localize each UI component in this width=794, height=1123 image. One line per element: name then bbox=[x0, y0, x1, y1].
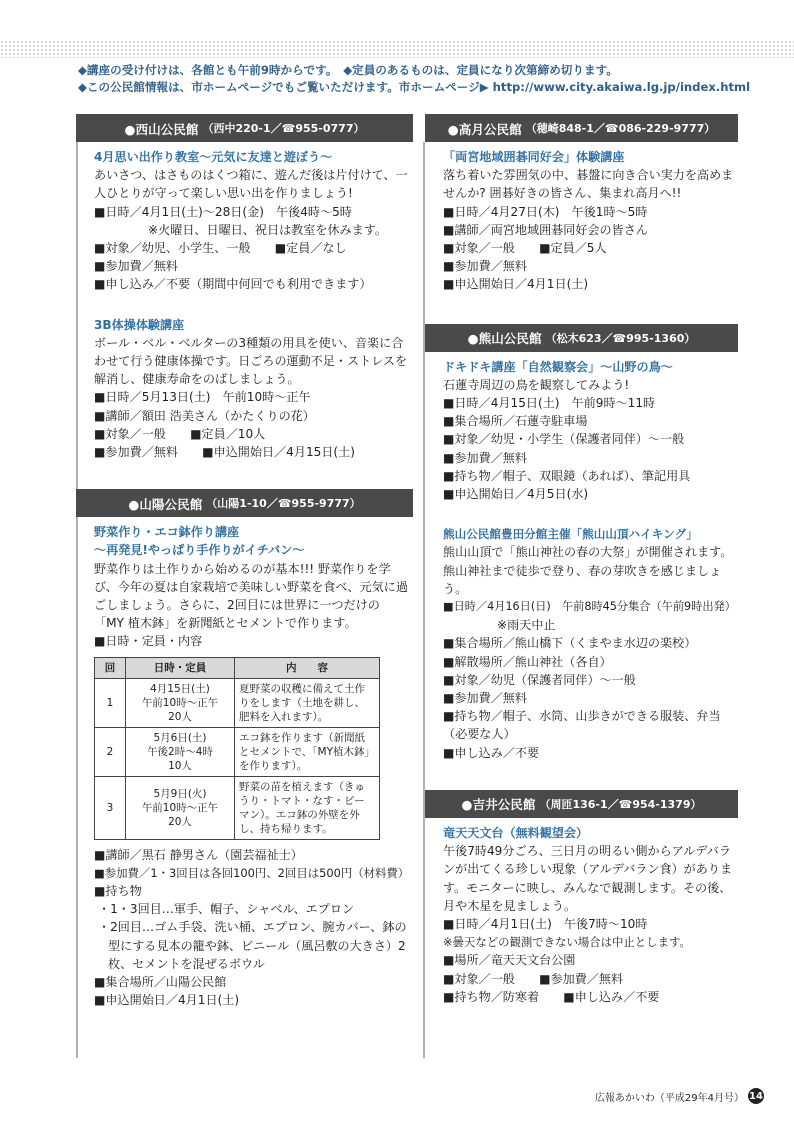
table-row bbox=[95, 727, 380, 776]
section-header-yoshii bbox=[425, 790, 738, 818]
event-title: 4月思い出作り教室～元気に友達と遊ぼう～ bbox=[94, 150, 333, 164]
section-header-nishiyama bbox=[76, 114, 413, 142]
event-note: ※火曜日、日曜日、祝日は教室を休みます。 bbox=[148, 222, 387, 237]
table-cell: エコ鉢を作ります（新聞紙とセメントで、「MY植木鉢」を作ります）。 bbox=[235, 727, 380, 776]
table-cell: 3 bbox=[95, 776, 126, 839]
page-footer bbox=[595, 1088, 764, 1104]
section-header-takatsuki bbox=[425, 114, 738, 142]
section-header-title: ●高月公民館 bbox=[447, 121, 522, 137]
right-column bbox=[425, 114, 738, 1006]
section-kumayama bbox=[425, 358, 738, 762]
event-detail: ■対象／一般 ■定員／5人 bbox=[443, 241, 607, 256]
event-description: 野菜作りは土作りから始めるのが基本!!! 野菜作りを学び、今年の夏は自家栽培で美味しい野菜を食べ、元気に過ごしましょう。さらに、2回目には世界に一つだけの「MY 植木鉢」を新聞紙とセメントで作ります。 bbox=[94, 561, 408, 631]
section-header-contact: （松木623／☎995-1360） bbox=[545, 331, 696, 345]
event-detail: ■日時／5月13日(土) 午前10時～正午 bbox=[94, 390, 311, 405]
event-note: ※曇天などの観測できない場合は中止とします。 bbox=[443, 935, 691, 950]
event-note: ※雨天中止 bbox=[497, 618, 556, 633]
table-row bbox=[95, 776, 380, 839]
section-header-sanyo bbox=[76, 489, 413, 517]
section-header-title: ●吉井公民館 bbox=[461, 797, 536, 813]
event-detail: ■集合場所／石蓮寺駐車場 bbox=[443, 414, 588, 429]
event-description: あいさつ、はさものはくつ箱に、遊んだ後は片付けて、一人ひとりが守って楽しい思い出を作りましょう! bbox=[94, 168, 408, 201]
notice-line: ◆この公民館情報は、市ホームページでもご覧いただけます。市ホームページ▶ http://www.city.akaiwa.lg.jp/index.html bbox=[78, 80, 751, 94]
footer-publication: 広報あかいわ（平成29年4月号） bbox=[594, 1092, 744, 1104]
event-detail: ■日時／4月15日(土) 午前9時～11時 bbox=[443, 396, 656, 411]
event-detail: ■申し込み／不要 bbox=[443, 745, 540, 760]
schedule-table bbox=[94, 657, 380, 840]
event-detail: ■申込開始日／4月1日(土) bbox=[94, 993, 240, 1008]
event-detail: ■参加費／無料 bbox=[443, 259, 527, 274]
event-title: 竜天天文台（無料観望会） bbox=[443, 825, 589, 840]
event-detail: ■参加費／1・3回目は各回100円、2回目は500円（材料費） bbox=[94, 865, 410, 880]
event-detail: ■対象／幼児・小学生（保護者同伴）～一般 bbox=[443, 432, 685, 447]
event-detail: ■日時／4月16日(日) 午前8時45分集合（午前9時出発） bbox=[443, 600, 736, 614]
event-subtitle: ～再発見!やっぱり手作りがイチバン～ bbox=[94, 543, 305, 558]
event-description: 落ち着いた雰囲気の中、碁盤に向き合い実力を高めませんか? 囲碁好きの皆さん、集まれ高月へ!! bbox=[443, 168, 734, 201]
event-detail: ■講師／両宮地域囲碁同好会の皆さん bbox=[443, 222, 648, 237]
table-cell: 5月9日(火) 午前10時～正午 20人 bbox=[126, 776, 235, 839]
event-detail: ■参加費／無料 bbox=[94, 259, 178, 274]
section-header-title: ●山陽公民館 bbox=[128, 496, 203, 512]
event-detail: ■日時／4月27日(木) 午後1時～5時 bbox=[443, 204, 648, 219]
event-description: 午後7時49分ごろ、三日月の明るい側からアルデバランが出てくる珍しい現象（アルデバラン食）があります。モニターに映し、みんなで観測します。その後、月や木星を見ましょう。 bbox=[443, 844, 733, 913]
event-title: 野菜作り・エコ鉢作り講座 bbox=[94, 525, 240, 540]
event-detail: ■日時／4月1日(土) 午後7時～10時 bbox=[443, 916, 648, 931]
event-detail: ■講師／黒石 静男さん（園芸福祉士） bbox=[94, 847, 303, 862]
notice-line: ◆講座の受け付けは、各館とも午前9時からです。 ◆定員のあるものは、定員になり次第締め切ります。 bbox=[78, 63, 618, 77]
section-header-contact: （周匝136-1／☎954-1379） bbox=[539, 797, 702, 811]
section-header-kumayama bbox=[425, 324, 738, 352]
event-title: 熊山公民館豊田分館主催「熊山山頂ハイキング」 bbox=[443, 527, 698, 542]
table-header: 日時・定員 bbox=[126, 657, 235, 678]
event-title: 3B体操体験講座 bbox=[94, 317, 185, 332]
event-detail: ■申込開始日／4月5日(水) bbox=[443, 487, 589, 502]
header-dot-band bbox=[0, 40, 794, 58]
table-row bbox=[95, 678, 380, 727]
event-detail: ■対象／一般 ■定員／10人 bbox=[94, 426, 266, 441]
event-detail: ■対象／一般 ■参加費／無料 bbox=[443, 971, 624, 986]
event-detail: ■持ち物 bbox=[94, 884, 142, 899]
event-description: 熊山山頂で「熊山神社の春の大祭」が開催されます。熊山神社まで徒歩で登り、春の芽吹きを感じましょう。 bbox=[443, 545, 733, 596]
event-detail: ■講師／額田 浩美さん（かたくりの花） bbox=[94, 408, 315, 423]
table-cell: 夏野菜の収穫に備えて土作りをします（土地を耕し、肥料を入れます）。 bbox=[235, 678, 380, 727]
page-number: 14 bbox=[748, 1088, 764, 1104]
event-detail: ■持ち物／帽子、水筒、山歩きができる服装、弁当（必要な人） bbox=[443, 709, 721, 742]
event-description: ボール・ベル・ベルターの3種類の用具を使い、音楽に合わせて行う健康体操です。日ごろの運動不足・ストレスを解消し、健康寿命をのばしましょう。 bbox=[94, 335, 408, 387]
section-header-contact: （西中220-1／☎955-0777） bbox=[202, 122, 365, 135]
table-cell: 5月6日(土) 午後2時～4時 10人 bbox=[126, 727, 235, 776]
section-yoshii bbox=[425, 824, 738, 1006]
event-detail: ■参加費／無料 bbox=[443, 691, 527, 706]
event-detail: ■持ち物／防寒着 ■申し込み／不要 bbox=[443, 989, 660, 1004]
table-cell: 2 bbox=[95, 727, 126, 776]
event-detail: ■対象／幼児（保護者同伴）～一般 bbox=[443, 672, 636, 687]
section-header-contact: （穂崎848-1／☎086-229-9777） bbox=[525, 122, 716, 135]
section-nishiyama bbox=[76, 148, 413, 461]
event-title: 「両宮地域囲碁同好会」体験講座 bbox=[443, 150, 625, 164]
event-detail: ■日時／4月1日(土)～28日(金) 午後4時～5時 bbox=[94, 204, 352, 219]
section-takatsuki bbox=[425, 148, 738, 294]
event-detail: ■解散場所／熊山神社（各自） bbox=[443, 654, 612, 669]
event-description: 石蓮寺周辺の鳥を観察してみよう! bbox=[443, 377, 630, 392]
list-item: ・1・3回目…軍手、帽子、シャベル、エプロン bbox=[98, 902, 355, 917]
notice-block bbox=[78, 62, 758, 96]
section-header-title: ●熊山公民館 bbox=[467, 331, 542, 347]
event-detail: ■集合場所／山陽公民館 bbox=[94, 975, 227, 990]
event-detail: ■持ち物／帽子、双眼鏡（あれば）、筆記用具 bbox=[443, 468, 691, 483]
event-detail: ■参加費／無料 ■申込開始日／4月15日(土) bbox=[94, 445, 355, 460]
table-header: 回 bbox=[95, 657, 126, 678]
table-header: 内 容 bbox=[235, 657, 380, 678]
event-detail: ■場所／竜天天文台公園 bbox=[443, 953, 576, 968]
table-heading: ■日時・定員・内容 bbox=[94, 634, 203, 649]
table-cell: 1 bbox=[95, 678, 126, 727]
list-item: ・2回目…ゴム手袋、洗い桶、エプロン、腕カバー、鉢の型にする見本の籠や鉢、ビニール（風呂敷の大きさ）2枚、セメントを混ぜるボウル bbox=[98, 920, 407, 971]
event-detail: ■申込開始日／4月1日(土) bbox=[443, 277, 589, 292]
section-sanyo bbox=[76, 523, 413, 1009]
table-cell: 野菜の苗を植えます（きゅうり・トマト・なす・ピーマン）。エコ鉢の外壁を外し、持ち帰ります。 bbox=[235, 776, 380, 839]
event-detail: ■対象／幼児、小学生、一般 ■定員／なし bbox=[94, 241, 347, 256]
section-header-title: ●西山公民館 bbox=[124, 121, 199, 137]
table-cell: 4月15日(土) 午前10時～正午 20人 bbox=[126, 678, 235, 727]
event-detail: ■参加費／無料 bbox=[443, 450, 527, 465]
event-detail: ■集合場所／熊山橋下（くまやま水辺の楽校） bbox=[443, 636, 697, 651]
event-detail: ■申し込み／不要（期間中何回でも利用できます） bbox=[94, 277, 372, 292]
section-header-contact: （山陽1-10／☎955-9777） bbox=[206, 497, 361, 511]
left-column bbox=[76, 114, 413, 1010]
event-title: ドキドキ講座「自然観察会」～山野の鳥～ bbox=[443, 359, 673, 374]
